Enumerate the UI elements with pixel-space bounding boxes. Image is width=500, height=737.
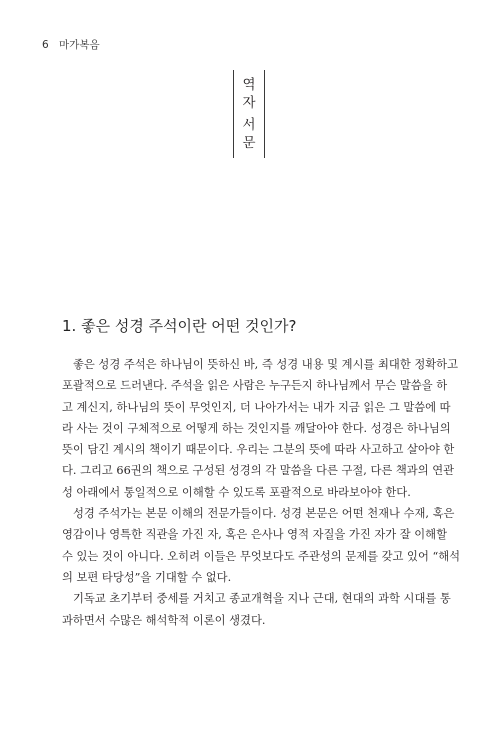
text-line: 성 아래에서 통일적으로 이해할 수 있도록 포괄적으로 바라보아야 한다.	[62, 485, 411, 499]
text-line: 과하면서 수많은 해석학적 이론이 생겼다.	[62, 613, 266, 627]
section-heading: 1. 좋은 성경 주석이란 어떤 것인가?	[62, 317, 297, 335]
text-line: 고 계신지, 하나님의 뜻이 무엇인지, 더 나아가서는 내가 지금 읽은 그 말씀에 따	[62, 400, 451, 414]
text-line: 다. 그리고 66권의 책으로 구성된 성경의 각 말씀을 다른 구절, 다른 책과의 연관	[62, 464, 455, 478]
text-line: 좋은 성경 주석은 하나님이 뜻하신 바, 즉 성경 내용 및 계시를 최대한 정확하고	[73, 358, 458, 371]
book-title: 마가복음	[59, 39, 100, 51]
chapter-title-word-2	[234, 118, 264, 154]
chapter-title-char: 자	[242, 95, 256, 111]
text-line: 기독교 초기부터 중세를 거치고 종교개혁을 지나 근대, 현대의 과학 시대를 통	[73, 592, 451, 606]
chapter-title-char: 역	[242, 77, 256, 93]
page-number: 6	[42, 39, 49, 51]
chapter-title-char: 서	[242, 117, 256, 133]
text-line: 라 사는 것이 구체적으로 어떻게 하는 것인지를 깨달아야 한다. 성경은 하나님의	[62, 421, 451, 435]
chapter-title-char: 문	[242, 135, 256, 151]
running-head	[42, 37, 100, 52]
body-text	[62, 354, 461, 631]
chapter-title	[233, 70, 265, 158]
text-line: 수 있는 것이 아니다. 오히려 이들은 무엇보다도 주관성의 문제를 갖고 있어 “해석	[62, 549, 461, 563]
paragraph-2	[62, 503, 461, 588]
text-line: 영감이나 영특한 직관을 가진 자, 혹은 은사나 영적 자질을 가진 자가 잘 이해할	[62, 528, 447, 542]
text-line: 의 보편 타당성”을 기대할 수 없다.	[62, 570, 232, 584]
text-line: 포괄적으로 드러낸다. 주석을 읽은 사람은 누구든지 하나님께서 무슨 말씀을 하	[62, 379, 448, 393]
paragraph-3	[62, 588, 451, 631]
text-line: 뜻이 담긴 계시의 책이기 때문이다. 우리는 그분의 뜻에 따라 사고하고 살아야 한	[62, 443, 455, 457]
chapter-title-word-1	[234, 78, 264, 114]
paragraph-1	[62, 354, 458, 503]
text-line: 성경 주석가는 본문 이해의 전문가들이다. 성경 본문은 어떤 천재나 수재, 혹은	[73, 507, 455, 521]
